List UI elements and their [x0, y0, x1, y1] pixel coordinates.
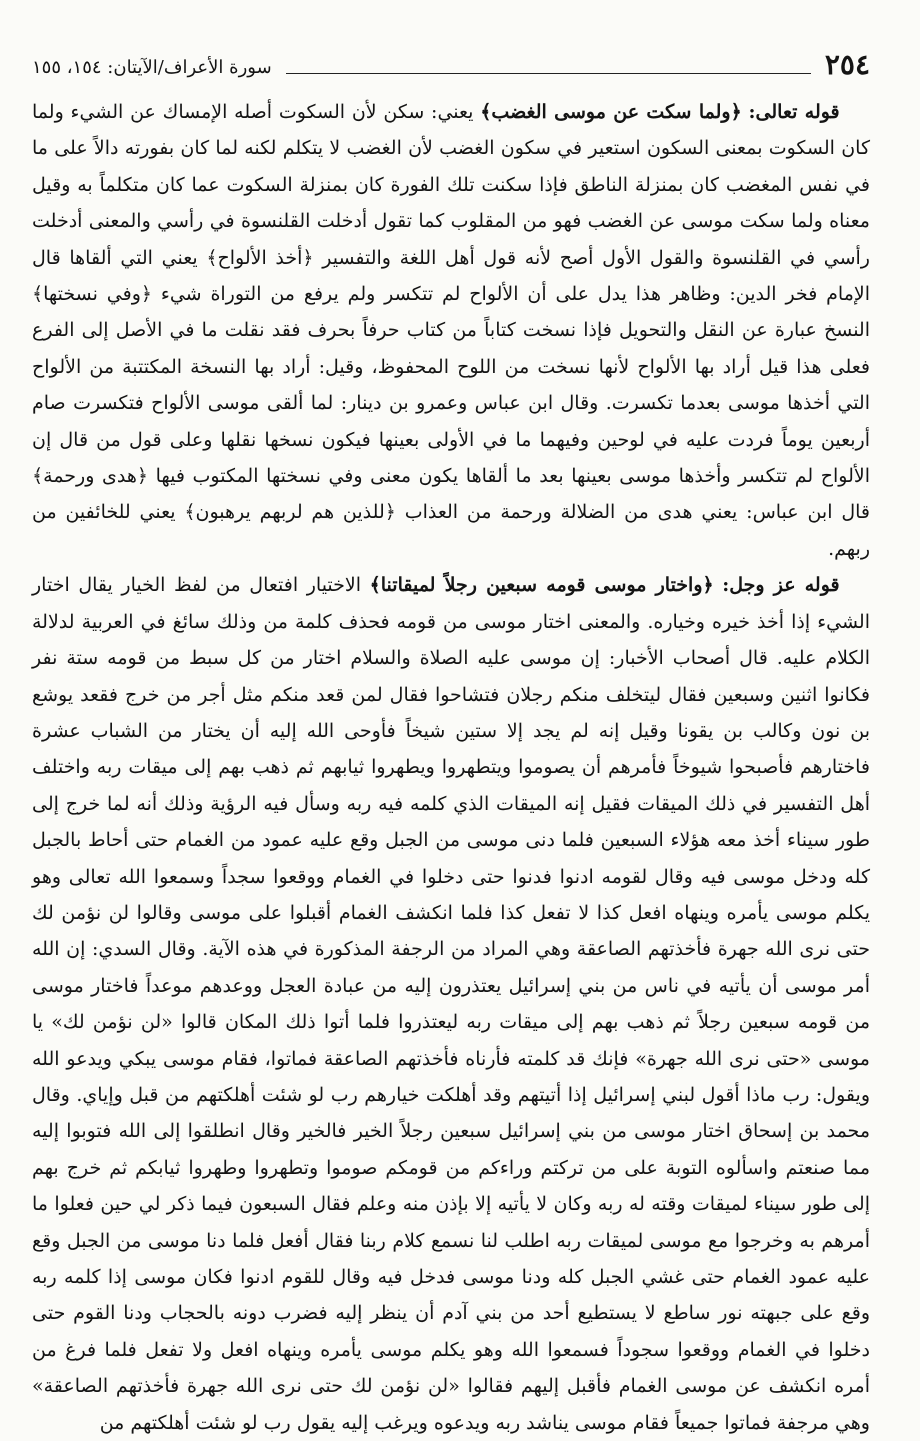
page-header: [32, 44, 870, 80]
paragraph-verse-154: [32, 94, 870, 567]
header-rule: [286, 73, 811, 74]
verse-intro: قوله عز وجل:: [722, 574, 840, 597]
page-body: [32, 94, 870, 1441]
page-number: ٢٥٤: [824, 48, 870, 81]
paragraph-verse-155: [32, 567, 870, 1441]
quran-quote: ﴿ولما سكت عن موسى الغضب﴾: [480, 101, 742, 123]
verse-intro: قوله تعالى:: [748, 101, 840, 123]
quran-quote: ﴿واختار موسى قومه سبعين رجلاً لميقاتنا﴾: [369, 574, 714, 597]
commentary-text: يعني: سكن لأن السكوت أصله الإمساك عن الشيء ولما كان السكوت بمعنى السكون استعير في سكون الغضب لأن الغضب لا يتكلم لكنه لما كان بفورته دالاً على ما في نفس المغضب كان بمنزلة الناطق فإذا سكنت تلك الفورة كان بمنزلة السكوت عما كان متكلماً به وقيل معناه ولما سكت موسى عن الغضب فهو من المقلوب كما تقول أدخلت القلنسوة في رأسي والمعنى أدخلت رأسي في القلنسوة والقول الأول أصح لأنه قول أهل اللغة والتفسير ﴿أخذ الألواح﴾ يعني التي ألقاها قال الإمام فخر الدين: وظاهر هذا يدل على أن الألواح لم تتكسر ولم يرفع من التوراة شيء ﴿وفي نسختها﴾ النسخ عبارة عن النقل والتحويل فإذا نسخت كتاباً من كتاب حرفاً بحرف فقد نقلت ما في الأصل إلى الفرع فعلى هذا قيل أراد بها الألواح لأنها نسخت من اللوح المحفوظ، وقيل: أراد بها النسخة المكتتبة من الألواح التي أخذها موسى بعدما تكسرت. وقال ابن عباس وعمرو بن دينار: لما ألقى موسى الألواح فتكسرت صام أربعين يوماً فردت عليه في لوحين وفيهما ما في الأولى بعينها فيكون نسخها نقلها وعلى قول من قال إن الألواح لم تتكسر وأخذها موسى بعينها بعد ما ألقاها يكون معنى وفي نسختها المكتوب فيها ﴿هدى ورحمة﴾ قال ابن عباس: يعني هدى من الضلالة ورحمة من العذاب ﴿للذين هم لربهم يرهبون﴾ يعني للخائفين من ربهم.: [32, 101, 870, 560]
running-title: سورة الأعراف/الآيتان: ١٥٤، ١٥٥: [32, 57, 272, 78]
commentary-text: الاختيار افتعال من لفظ الخيار يقال اختار الشيء إذا أخذ خيره وخياره. والمعنى اختار موسى من قومه فحذف كلمة من وذلك سائغ في العربية لدلالة الكلام عليه. قال أصحاب الأخبار: إن موسى عليه الصلاة والسلام اختار من كل سبط من قومه ستة نفر فكانوا اثنين وسبعين فقال ليتخلف منكم رجلان فتشاحوا فقال لمن قعد منكم مثل أجر من خرج فقعد يوشع بن نون وكالب بن يقونا وقيل إنه لم يجد إلا ستين شيخاً فأوحى الله إليه أن يختار من الشباب عشرة فاختارهم فأصبحوا شيوخاً فأمرهم أن يصوموا ويتطهروا ويطهروا ثيابهم ثم ذهب بهم إلى ميقات ربه واختلف أهل التفسير في ذلك الميقات فقيل إنه الميقات الذي كلمه فيه ربه وسأل فيه الرؤية وذلك أنه لما خرج إلى طور سيناء أخذ معه هؤلاء السبعين فلما دنى موسى من الجبل وقع عليه عمود من الغمام حتى أحاط بالجبل كله ودخل موسى فيه وقال لقومه ادنوا فدنوا حتى دخلوا في الغمام ووقعوا سجداً وسمعوا الله تعالى وهو يكلم موسى يأمره وينهاه افعل كذا لا تفعل كذا فلما انكشف الغمام أقبلوا على موسى وقالوا لن نؤمن لك حتى نرى الله جهرة فأخذتهم الصاعقة وهي المراد من الرجفة المذكورة في هذه الآية. وقال السدي: إن الله أمر موسى أن يأتيه في ناس من بني إسرائيل يعتذرون إليه من عبادة العجل ووعدهم موعداً فاختار موسى من قومه سبعين رجلاً ثم ذهب بهم إلى ميقات ربه ليعتذروا فلما أتوا ذلك المكان قالوا «لن نؤمن لك» يا موسى «حتى نرى الله جهرة» فإنك قد كلمته فأرناه فأخذتهم الصاعقة فماتوا، فقام موسى يبكي ويدعو الله ويقول: رب ماذا أقول لبني إسرائيل إذا أتيتهم وقد أهلكت خيارهم رب لو شئت أهلكتهم من قبل وإياي. وقال محمد بن إسحاق اختار موسى من بني إسرائيل سبعين رجلاً الخير فالخير وقال انطلقوا إلى الله فتوبوا إليه مما صنعتم واسألوه التوبة على من تركتم وراءكم من قومكم صوموا وتطهروا وطهروا ثيابكم ثم خرج بهم إلى طور سيناء لميقات وقته له ربه وكان لا يأتيه إلا بإذن منه وعلم فقال السبعون فيما ذكر لي حين فعلوا ما أمرهم به وخرجوا مع موسى لميقات ربه اطلب لنا نسمع كلام ربنا فقال أفعل فلما دنا موسى من الجبل وقع عليه عمود الغمام حتى غشي الجبل كله ودنا موسى فدخل فيه وقال للقوم ادنوا فكان موسى إذا كلمه ربه وقع على جبهته نور ساطع لا يستطيع أحد من بني آدم أن ينظر إليه فضرب دونه بالحجاب ودنا القوم حتى دخلوا في الغمام ووقعوا سجوداً فسمعوا الله وهو يكلم موسى يأمره وينهاه افعل ولا تفعل فلما فرغ من أمره انكشف عن موسى الغمام فأقبل إليهم فقالوا «لن نؤمن لك حتى نرى الله جهرة فأخذتهم الصاعقة» وهي مرجفة فماتوا جميعاً فقام موسى يناشد ربه ويدعوه ويرغب إليه يقول رب لو شئت أهلكتهم من: [32, 574, 870, 1434]
